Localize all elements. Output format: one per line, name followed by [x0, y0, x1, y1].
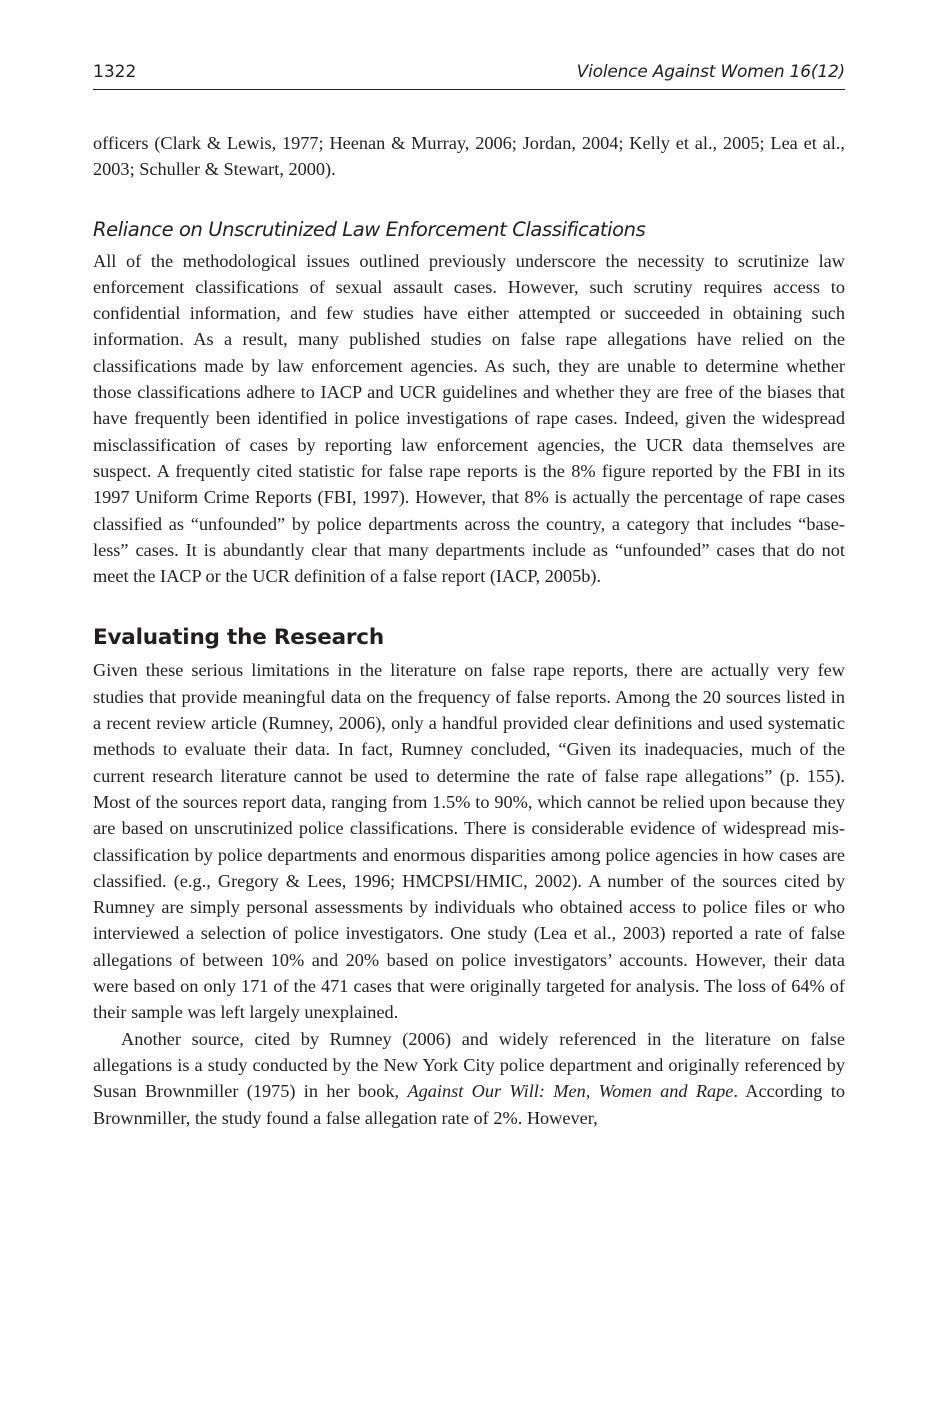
journal-title: Violence Against Women 16(12) — [576, 62, 845, 82]
subsection-heading: Reliance on Unscrutinized Law Enforcement Classifications — [93, 217, 646, 241]
section-heading: Evaluating the Research — [93, 625, 384, 651]
subsection-paragraph: All of the methodological issues outlined previously underscore the necessity to scrutinize law enforcement classifications of sexual assault cases. However, such scrutiny requires access to confidential information, and few studies have either attempted or succeeded in obtaining such information. As a result, many published studies on false rape allegations have relied on the classifications made by law enforcement agencies. As such, they are unable to determine whether those classifications adhere to IACP and UCR guidelines and whether they are free of the biases that have frequently been identified in police investigations of rape cases. Indeed, given the widespread misclassification of cases by reporting law enforcement agencies, the UCR data themselves are suspect. A frequently cited statistic for false rape reports is the 8% figure reported by the FBI in its 1997 Uniform Crime Reports (FBI, 1997). However, that 8% is actually the percentage of rape cases classified as “unfounded” by police departments across the country, a category that includes “baseless” cases. It is abundantly clear that many departments include as “unfounded” cases that do not meet the IACP or the UCR definition of a false report (IACP, 2005b). — [93, 250, 845, 587]
running-head — [93, 62, 845, 90]
page — [93, 62, 845, 1131]
section-paragraph-1: Given these serious limitations in the literature on false rape reports, there are actually very few studies that provide meaningful data on the frequency of false reports. Among the 20 sources listed in a recent review article (Rumney, 2006), only a handful provided clear definitions and used systematic methods to evaluate their data. In fact, Rumney concluded, “Given its inadequacies, much of the current research literature cannot be used to determine the rate of false rape allegations” (p. 155). Most of the sources report data, ranging from 1.5% to 90%, which cannot be relied upon because they are based on unscrutinized police classifications. There is considerable evidence of widespread misclassification by police departments and enormous disparities among police agencies in how cases are classified. (e.g., Gregory & Lees, 1996; HMCPSI/HMIC, 2002). A number of the sources cited by Rumney are simply personal assessments by individuals who obtained access to police files or who interviewed a selection of police investigators. One study (Lea et al., 2003) reported a rate of false allegations of between 10% and 20% based on police investigators’ accounts. However, their data were based on only 171 of the 471 cases that were originally targeted for analysis. The loss of 64% of their sample was left largely unexplained. — [93, 660, 845, 1023]
page-number: 1322 — [93, 62, 137, 82]
continuation-paragraph: officers (Clark & Lewis, 1977; Heenan & Murray, 2006; Jordan, 2004; Kelly et al., 2005; Lea et al., 2003; Schuller & Stewart, 2000). — [93, 133, 845, 180]
paragraph-2-text-after: . According to Brownmiller, the study found a false allegation rate of 2%. However, — [93, 1081, 845, 1128]
book-title: Against Our Will: Men, Women and Rape — [407, 1081, 734, 1102]
paragraph-2-text-before: Another source, cited by Rumney (2006) and widely referenced in the literature on false allegations is a study conducted by the New York City police department and originally referenced by Susan Brownmiller (1975) in her book, — [93, 1028, 845, 1102]
section-paragraph-2 — [93, 1026, 845, 1131]
